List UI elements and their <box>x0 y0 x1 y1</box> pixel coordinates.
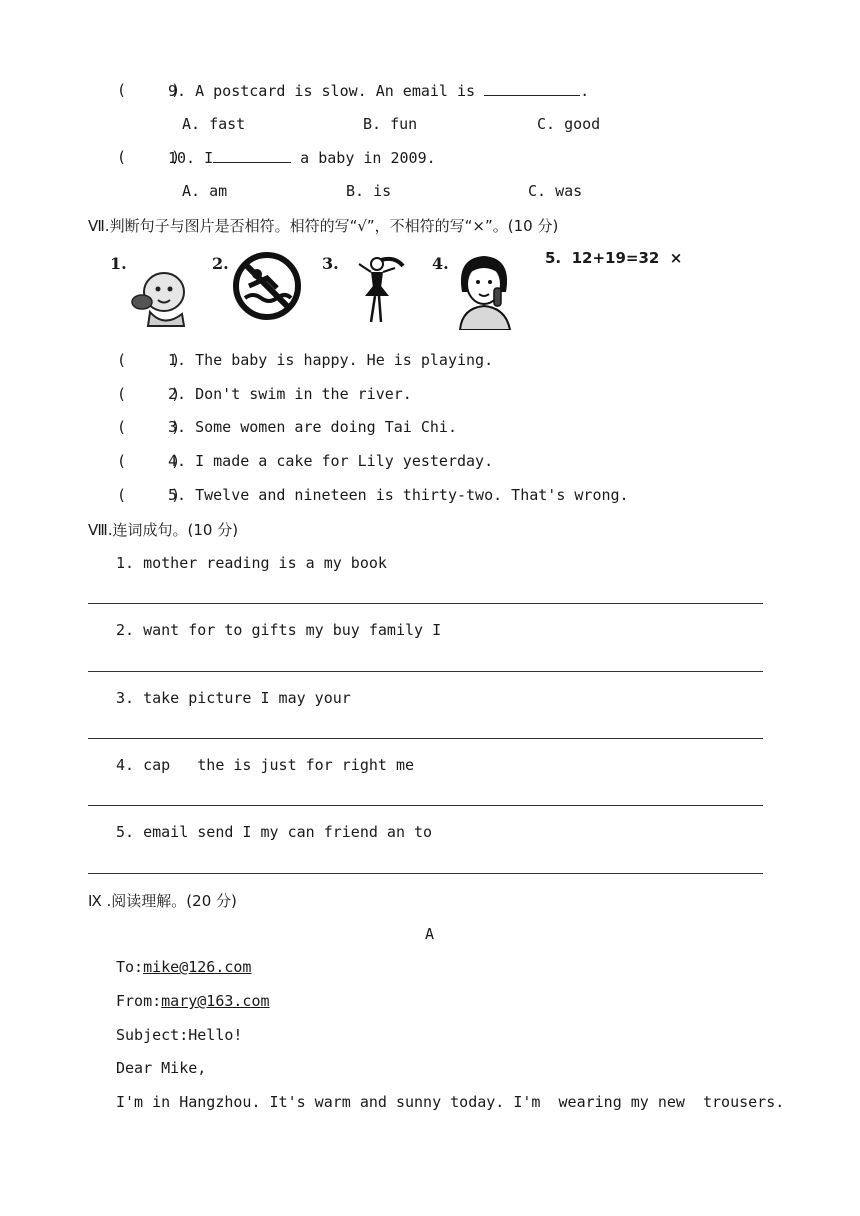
q10-stem-a: 10. I <box>168 149 214 167</box>
pic-number-2: 2. <box>212 254 229 273</box>
no-swimming-sign-icon <box>233 252 301 320</box>
email-body: I'm in Hangzhou. It's warm and sunny today. I'm wearing my new trousers. <box>116 1093 785 1111</box>
q10-text <box>168 148 436 167</box>
email-to-address[interactable]: mike@126.com <box>143 958 252 976</box>
q9-blank[interactable] <box>484 81 580 96</box>
baby-picture-icon <box>128 262 194 330</box>
sec8-item-4: 4. cap the is just for right me <box>116 756 415 774</box>
email-from-label: From: <box>116 992 162 1010</box>
answer-line-3[interactable] <box>88 738 763 739</box>
email-from <box>116 992 270 1010</box>
q10-option-c: C. was <box>528 182 583 200</box>
sec7-paren-2: ( ) <box>117 385 181 403</box>
q9-text <box>168 81 589 100</box>
sec7-item-3: 3. Some women are doing Tai Chi. <box>168 418 457 436</box>
q10-stem-b: a baby in 2009. <box>291 149 436 167</box>
email-to <box>116 958 251 976</box>
girl-on-phone-icon <box>454 252 514 330</box>
answer-line-2[interactable] <box>88 671 763 672</box>
section-7-title: Ⅶ.判断句子与图片是否相符。相符的写“√”，不相符的写“×”。(10 分) <box>88 217 559 235</box>
q9-option-c: C. good <box>537 115 601 133</box>
pic-5-label: 5. 12+19=32 × <box>545 249 683 267</box>
email-subject: Subject:Hello! <box>116 1026 243 1044</box>
pic-number-4: 4. <box>432 254 449 273</box>
sec7-paren-3: ( ) <box>117 418 181 436</box>
sec7-paren-1: ( ) <box>117 351 181 369</box>
section-8-title: Ⅷ.连词成句。(10 分) <box>88 521 239 539</box>
q10-option-a: A. am <box>182 182 228 200</box>
q9-paren: ( ) <box>117 81 181 99</box>
sec8-item-5: 5. email send I my can friend an to <box>116 823 433 841</box>
section-9-title: Ⅸ .阅读理解。(20 分) <box>88 892 237 910</box>
pic-number-3: 3. <box>322 254 339 273</box>
answer-line-5[interactable] <box>88 873 763 874</box>
sec7-paren-4: ( ) <box>117 452 181 470</box>
email-greeting: Dear Mike, <box>116 1059 207 1077</box>
sec8-item-3: 3. take picture I may your <box>116 689 351 707</box>
dancing-girl-icon <box>355 254 409 324</box>
q9-stem: 9. A postcard is slow. An email is <box>168 82 485 100</box>
q9-option-b: B. fun <box>363 115 418 133</box>
passage-label: A <box>425 925 435 943</box>
email-from-address[interactable]: mary@163.com <box>161 992 270 1010</box>
q9-option-a: A. fast <box>182 115 246 133</box>
q10-blank[interactable] <box>213 148 291 163</box>
answer-line-1[interactable] <box>88 603 763 604</box>
sec7-item-1: 1. The baby is happy. He is playing. <box>168 351 494 369</box>
sec7-item-5: 5. Twelve and nineteen is thirty-two. That's wrong. <box>168 486 629 504</box>
sec7-item-2: 2. Don't swim in the river. <box>168 385 412 403</box>
pic-number-1: 1. <box>110 254 127 273</box>
sec8-item-1: 1. mother reading is a my book <box>116 554 387 572</box>
email-to-label: To: <box>116 958 144 976</box>
sec7-paren-5: ( ) <box>117 486 181 504</box>
q9-end: . <box>580 82 590 100</box>
sec8-item-2: 2. want for to gifts my buy family I <box>116 621 442 639</box>
answer-line-4[interactable] <box>88 805 763 806</box>
sec7-item-4: 4. I made a cake for Lily yesterday. <box>168 452 494 470</box>
q10-option-b: B. is <box>346 182 392 200</box>
q10-paren: ( ) <box>117 148 181 166</box>
